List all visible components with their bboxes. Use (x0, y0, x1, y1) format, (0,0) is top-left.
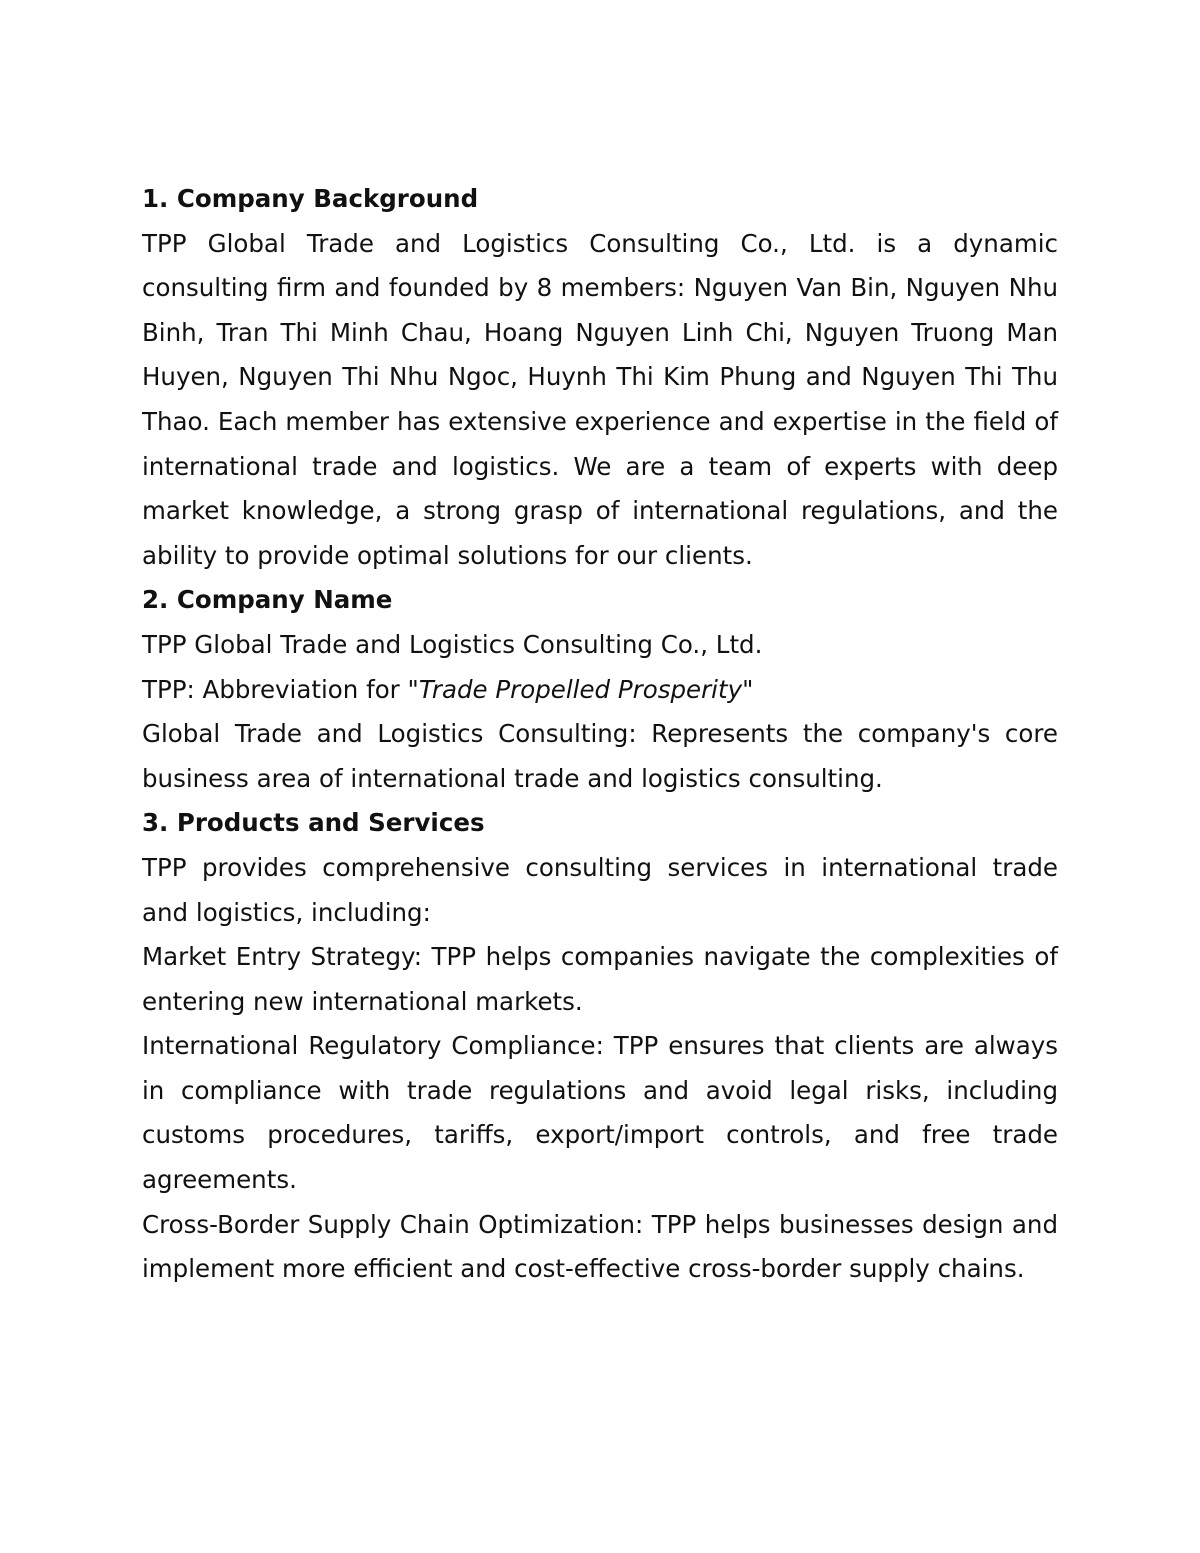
abbreviation-prefix: TPP: Abbreviation for " (142, 674, 419, 704)
company-full-name: TPP Global Trade and Logistics Consulting Co., Ltd. (142, 629, 763, 659)
abbreviation-line (142, 668, 1058, 713)
company-background-paragraph: TPP Global Trade and Logistics Consulting Co., Ltd. is a dynamic consulting firm and founded by 8 members: Nguyen Van Bin, Nguyen Nhu Binh, Tran Thi Minh Chau, Hoang Nguyen Linh Chi, Nguyen Truong Man Huyen, Nguyen Thi Nhu Ngoc, Huynh Thi Kim Phung and Nguyen Thi Thu Thao. Each member has extensive experience and expertise in the field of international trade and logistics. We are a team of experts with deep market knowledge, a strong grasp of international regulations, and the ability to provide optimal solutions for our clients. (142, 228, 1058, 570)
service-supply-chain: Cross-Border Supply Chain Optimization: TPP helps businesses design and implement more efficient and cost-effective cross-border supply chains. (142, 1209, 1058, 1284)
service-regulatory-compliance: International Regulatory Compliance: TPP ensures that clients are always in compliance with trade regulations and avoid legal risks, including customs procedures, tariffs, export/import controls, and free trade agreements. (142, 1031, 1058, 1195)
company-name-explanation: Global Trade and Logistics Consulting: Represents the company's core business area of international trade and logistics consulting. (142, 719, 1058, 793)
service-market-entry: Market Entry Strategy: TPP helps companies navigate the complexities of entering new international markets. (142, 942, 1058, 1016)
services-intro-paragraph: TPP provides comprehensive consulting services in international trade and logistics, including: (142, 852, 1058, 927)
section-heading-products-services: 3. Products and Services (142, 808, 485, 838)
section-heading-company-name: 2. Company Name (142, 585, 393, 615)
section-heading-company-background: 1. Company Background (142, 184, 479, 213)
document-page (142, 177, 1058, 1292)
abbreviation-meaning: Trade Propelled Prosperity (418, 674, 743, 704)
abbreviation-suffix: " (742, 674, 754, 704)
